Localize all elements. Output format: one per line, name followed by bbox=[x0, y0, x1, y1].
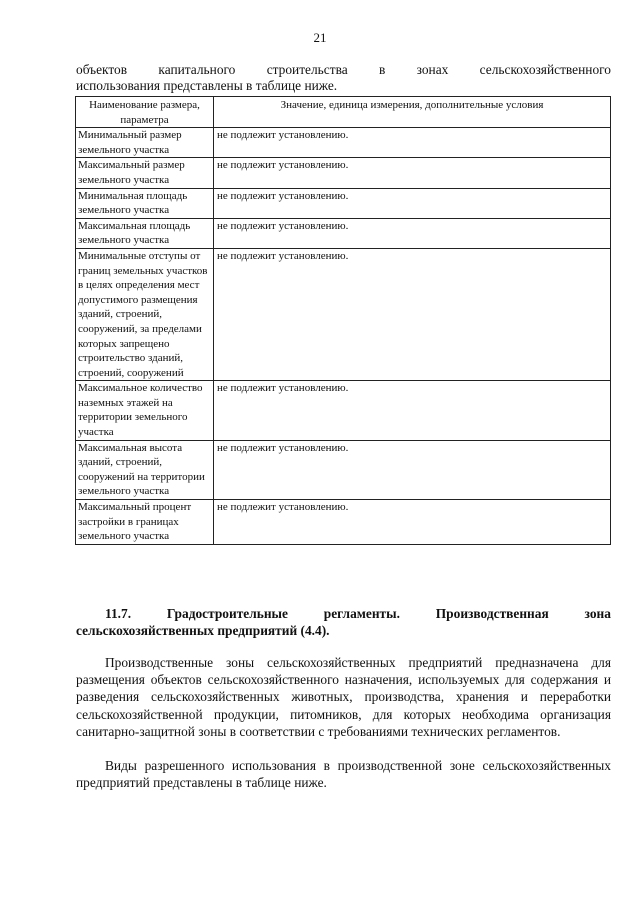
table-row bbox=[76, 381, 611, 440]
table-row bbox=[76, 188, 611, 218]
table-row bbox=[76, 128, 611, 158]
section-heading-line-2: сельскохозяйственных предприятий (4.4). bbox=[76, 623, 330, 638]
row-parameter-value: не подлежит установлению. bbox=[214, 500, 611, 545]
table-row bbox=[76, 440, 611, 499]
row-parameter-value: не подлежит установлению. bbox=[214, 381, 611, 440]
header-value: Значение, единица измерения, дополнительные условия bbox=[214, 97, 611, 128]
section-heading-line-1: 11.7. Градостроительные регламенты. Производственная зона bbox=[105, 606, 611, 621]
intro-line-2: использования представлены в таблице ниже. bbox=[76, 78, 338, 93]
row-parameter-value: не подлежит установлению. bbox=[214, 248, 611, 380]
row-parameter-value: не подлежит установлению. bbox=[214, 218, 611, 248]
table-row bbox=[76, 158, 611, 188]
intro-line-1: объектов капитального строительства в зонах сельскохозяйственного bbox=[76, 62, 611, 77]
row-parameter-value: не подлежит установлению. bbox=[214, 440, 611, 499]
row-parameter-name: Максимальный процент застройки в границах земельного участка bbox=[76, 500, 214, 545]
intro-text bbox=[76, 62, 611, 94]
row-parameter-value: не подлежит установлению. bbox=[214, 158, 611, 188]
row-parameter-name: Минимальный размер земельного участка bbox=[76, 128, 214, 158]
parameters-table bbox=[75, 96, 611, 545]
table-row bbox=[76, 218, 611, 248]
paragraph-permitted-uses: Виды разрешенного использования в производственной зоне сельскохозяйственных предприятий представлены в таблице ниже. bbox=[76, 758, 611, 791]
row-parameter-name: Максимальная высота зданий, строений, сооружений на территории земельного участка bbox=[76, 440, 214, 499]
table-header-row bbox=[76, 97, 611, 128]
row-parameter-name: Минимальные отступы от границ земельных участков в целях определения мест допустимого размещения зданий, строений, сооружений, за пределами которых запрещено строительство зданий, строений, сооружений bbox=[76, 248, 214, 380]
row-parameter-value: не подлежит установлению. bbox=[214, 188, 611, 218]
table-row bbox=[76, 248, 611, 380]
table-row bbox=[76, 500, 611, 545]
row-parameter-name: Максимальный размер земельного участка bbox=[76, 158, 214, 188]
row-parameter-name: Минимальная площадь земельного участка bbox=[76, 188, 214, 218]
row-parameter-value: не подлежит установлению. bbox=[214, 128, 611, 158]
header-parameter: Наименование размера, параметра bbox=[76, 97, 214, 128]
page-number: 21 bbox=[313, 30, 327, 45]
row-parameter-name: Максимальное количество наземных этажей на территории земельного участка bbox=[76, 381, 214, 440]
row-parameter-name: Максимальная площадь земельного участка bbox=[76, 218, 214, 248]
section-heading bbox=[76, 605, 611, 639]
paragraph-zone-purpose: Производственные зоны сельскохозяйственных предприятий предназначена для размещения объектов сельскохозяйственного назначения, используемых для содержания и разведения сельскохозяйственных животных, производства, хранения и переработки сельскохозяйственной продукции, питомников, для которых необходима организация санитарно-защитной зоны в соответствии с требованиями технических регламентов. bbox=[76, 655, 611, 739]
